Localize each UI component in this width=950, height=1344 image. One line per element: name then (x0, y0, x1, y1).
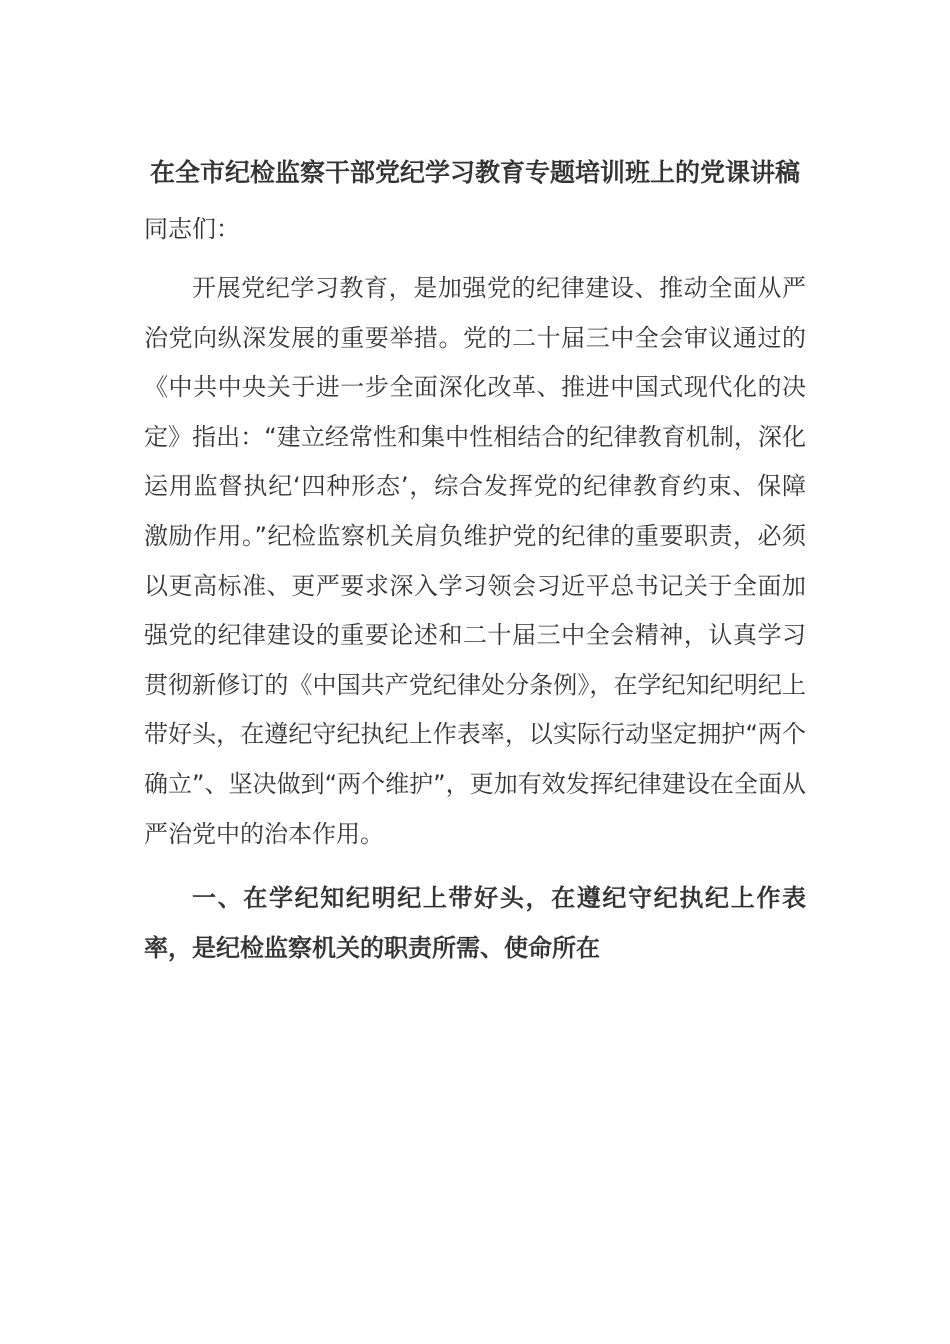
greeting: 同志们： (144, 215, 240, 243)
document-content (144, 148, 806, 973)
body-paragraph: 开展党纪学习教育，是加强党的纪律建设、推动全面从严治党向纵深发展的重要举措。党的二十届三中全会审议通过的《中共中央关于进一步全面深化改革、推进中国式现代化的决定》指出：“建立经常性和集中性相结合的纪律教育机制，深化运用监督执纪‘四种形态’，综合发挥党的纪律教育约束、保障激励作用。”纪检监察机关肩负维护党的纪律的重要职责，必须以更高标准、更严要求深入学习领会习近平总书记关于全面加强党的纪律建设的重要论述和二十届三中全会精神，认真学习贯彻新修订的《中国共产党纪律处分条例》，在学纪知纪明纪上带好头，在遵纪守纪执纪上作表率，以实际行动坚定拥护“两个确立”、坚决做到“两个维护”，更加有效发挥纪律建设在全面从严治党中的治本作用。 (144, 274, 806, 848)
document-title: 在全市纪检监察干部党纪学习教育专题培训班上的党课讲稿 (149, 158, 800, 187)
section-heading: 一、在学纪知纪明纪上带好头，在遵纪守纪执纪上作表率，是纪检监察机关的职责所需、使命所在 (144, 884, 806, 963)
